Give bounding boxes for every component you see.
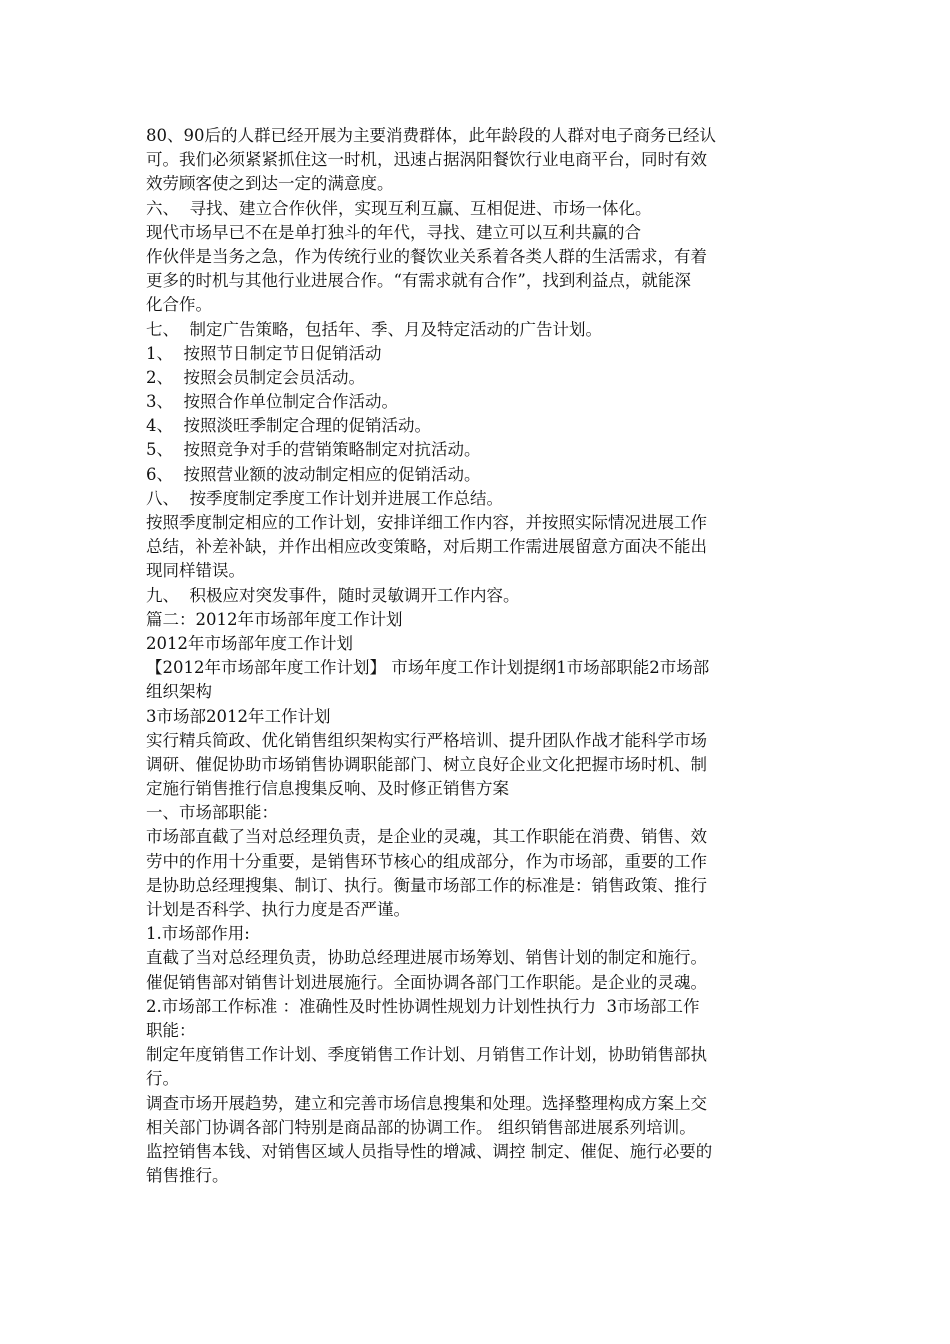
document-body — [146, 124, 810, 1188]
subsection-heading: 1.市场部作用: — [146, 924, 250, 944]
text-line: 是协助总经理搜集、制订、执行。衡量市场部工作的标准是：销售政策、推行 — [146, 875, 707, 895]
text-line: 调查市场开展趋势，建立和完善市场信息搜集和处理。选择整理构成方案上交 — [146, 1093, 707, 1113]
text-line: 可。我们必须紧紧抓住这一时机，迅速占据涡阳餐饮行业电商平台，同时有效 — [146, 150, 707, 170]
text-line: 销售推行。 — [146, 1166, 229, 1186]
text-line: 3市场部2012年工作计划 — [146, 706, 331, 726]
list-item: 3、 按照合作单位制定合作活动。 — [146, 392, 398, 412]
text-line: 直截了当对总经理负责，协助总经理进展市场筹划、销售计划的制定和施行。 — [146, 948, 707, 968]
text-line: 监控销售本钱、对销售区域人员指导性的增减、调控 制定、催促、施行必要的 — [146, 1141, 713, 1161]
text-line: 80、90后的人群已经开展为主要消费群体，此年龄段的人群对电子商务已经认 — [146, 126, 716, 145]
section-heading: 八、 按季度制定季度工作计划并进展工作总结。 — [146, 488, 503, 508]
text-line: 按照季度制定相应的工作计划，安排详细工作内容，并按照实际情况进展工作 — [146, 513, 707, 532]
text-line: 现代市场早已不在是单打独斗的年代，寻找、建立可以互利共赢的合 — [146, 222, 641, 242]
text-line: 效劳顾客使之到达一定的满意度。 — [146, 174, 394, 194]
article-title: 篇二：2012年市场部年度工作计划 — [146, 609, 403, 629]
text-line: 总结，补差补缺，并作出相应改变策略，对后期工作需进展留意方面决不能出 — [146, 537, 707, 557]
list-item: 4、 按照淡旺季制定合理的促销活动。 — [146, 416, 431, 436]
list-item: 2、 按照会员制定会员活动。 — [146, 367, 365, 387]
text-line: 作伙伴是当务之急，作为传统行业的餐饮业关系着各类人群的生活需求，有着 — [146, 246, 707, 266]
text-line: 调研、催促协助市场销售协调职能部门、树立良好企业文化把握市场时机、制 — [146, 754, 707, 774]
text-line: 制定年度销售工作计划、季度销售工作计划、月销售工作计划，协助销售部执 — [146, 1045, 707, 1065]
text-line: 职能： — [146, 1020, 196, 1040]
list-item: 1、 按照节日制定节日促销活动 — [146, 343, 382, 363]
text-line: 市场部直截了当对总经理负责，是企业的灵魂，其工作职能在消费、销售、效 — [146, 827, 707, 847]
article-subtitle: 2012年市场部年度工作计划 — [146, 633, 353, 653]
text-line: 化合作。 — [146, 295, 212, 315]
text-line: 行。 — [146, 1069, 179, 1089]
text-line: 计划是否科学、执行力度是否严谨。 — [146, 900, 410, 919]
text-line: 更多的时机与其他行业进展合作。“有需求就有合作”，找到利益点，就能深 — [146, 271, 691, 291]
subsection-heading: 2.市场部工作标准 ：准确性及时性协调性规划力计划性执行力 3市场部工作 — [146, 996, 700, 1016]
section-heading: 九、 积极应对突发事件，随时灵敏调开工作内容。 — [146, 585, 520, 605]
text-line: 定施行销售推行信息搜集反响、及时修正销售方案 — [146, 779, 509, 799]
section-heading: 六、 寻找、建立合作伙伴，实现互利互赢、互相促进、市场一体化。 — [146, 198, 652, 218]
section-heading: 七、 制定广告策略，包括年、季、月及特定活动的广告计划。 — [146, 319, 602, 339]
text-line: 【2012年市场部年度工作计划】 市场年度工作计划提纲1市场部职能2市场部 — [146, 658, 710, 678]
text-line: 现同样错误。 — [146, 561, 245, 581]
text-line: 实行精兵简政、优化销售组织架构实行严格培训、提升团队作战才能科学市场 — [146, 730, 707, 750]
text-line: 催促销售部对销售计划进展施行。全面协调各部门工作职能。是企业的灵魂。 — [146, 972, 707, 992]
list-item: 5、 按照竞争对手的营销策略制定对抗活动。 — [146, 440, 481, 460]
text-line: 组织架构 — [146, 682, 212, 702]
section-heading: 一、市场部职能： — [146, 803, 278, 823]
list-item: 6、 按照营业额的波动制定相应的促销活动。 — [146, 464, 481, 484]
text-line: 劳中的作用十分重要，是销售环节核心的组成部分，作为市场部，重要的工作 — [146, 851, 707, 871]
text-line: 相关部门协调各部门特别是商品部的协调工作。 组织销售部进展系列培训。 — [146, 1117, 696, 1137]
